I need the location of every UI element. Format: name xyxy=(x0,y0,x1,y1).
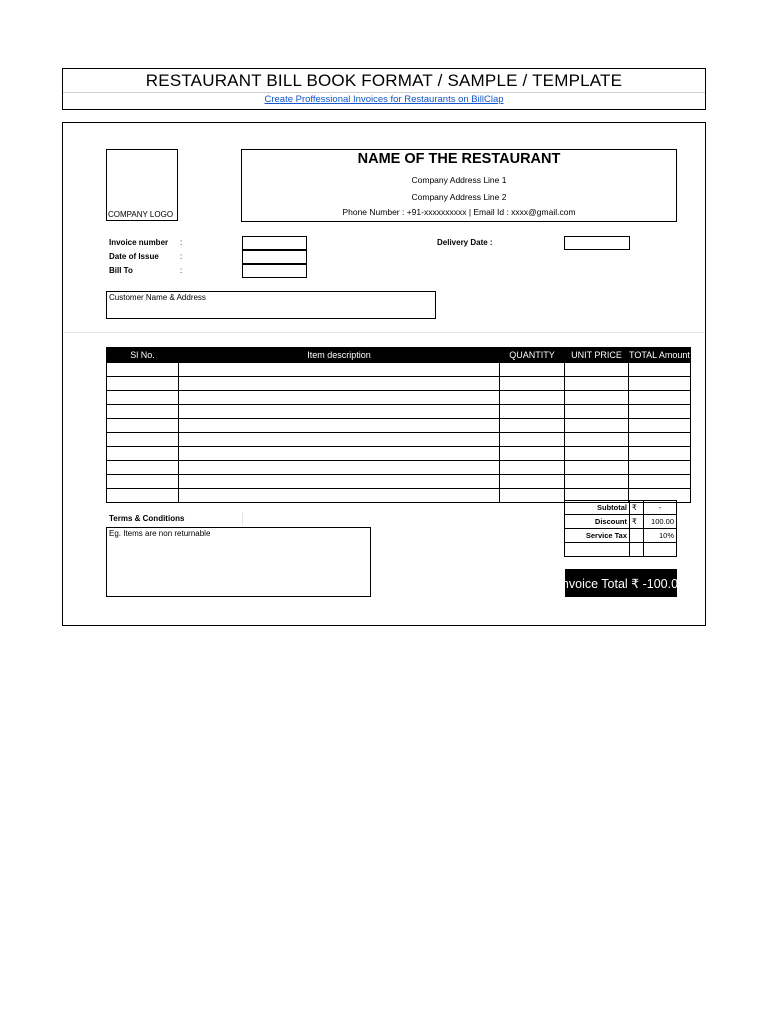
invoice-total-box xyxy=(558,569,685,597)
total-amount-cell[interactable] xyxy=(629,391,691,405)
table-row xyxy=(107,447,691,461)
unit-price-cell[interactable] xyxy=(565,377,629,391)
delivery-date-label: Delivery Date : xyxy=(437,238,493,247)
item-description-cell[interactable] xyxy=(179,363,500,377)
col-total-amount: TOTAL Amount xyxy=(629,348,691,363)
date-of-issue-label: Date of Issue xyxy=(109,252,159,261)
header-divider xyxy=(63,92,705,93)
blank-cell xyxy=(565,543,630,557)
subtotal-label: Subtotal xyxy=(565,501,630,515)
quantity-cell[interactable] xyxy=(500,489,565,503)
unit-price-cell[interactable] xyxy=(565,433,629,447)
customer-label: Customer Name & Address xyxy=(109,293,206,302)
subtotal-value: - xyxy=(644,501,677,515)
colon: : xyxy=(180,238,183,247)
invoice-total-value: Invoice Total ₹ -100.00 xyxy=(558,577,685,591)
customer-address-field[interactable] xyxy=(106,291,436,319)
terms-text: Eg. Items are non returnable xyxy=(109,529,211,538)
colon: : xyxy=(180,252,183,261)
unit-price-cell[interactable] xyxy=(565,419,629,433)
service-tax-label: Service Tax xyxy=(565,529,630,543)
sl-no-cell[interactable] xyxy=(107,489,179,503)
company-logo-label: COMPANY LOGO xyxy=(108,210,174,219)
quantity-cell[interactable] xyxy=(500,363,565,377)
rupee-symbol: ₹ xyxy=(630,501,644,515)
unit-price-cell[interactable] xyxy=(565,475,629,489)
unit-price-cell[interactable] xyxy=(565,363,629,377)
table-row xyxy=(107,391,691,405)
table-row xyxy=(107,475,691,489)
blank-cell xyxy=(630,543,644,557)
address-line-2: Company Address Line 2 xyxy=(411,192,507,202)
restaurant-info-box xyxy=(241,149,677,222)
item-description-cell[interactable] xyxy=(179,433,500,447)
date-of-issue-field[interactable] xyxy=(242,250,307,264)
invoice-number-field[interactable] xyxy=(242,236,307,250)
page-title: RESTAURANT BILL BOOK FORMAT / SAMPLE / TEMPLATE xyxy=(145,71,623,90)
item-description-cell[interactable] xyxy=(179,475,500,489)
quantity-cell[interactable] xyxy=(500,433,565,447)
terms-label: Terms & Conditions xyxy=(109,514,185,523)
quantity-cell[interactable] xyxy=(500,377,565,391)
col-sl-no: Sl No. xyxy=(107,348,179,363)
total-amount-cell[interactable] xyxy=(629,475,691,489)
rupee-symbol: ₹ xyxy=(630,515,644,529)
item-description-cell[interactable] xyxy=(179,419,500,433)
subtotal-row xyxy=(565,501,677,515)
discount-value[interactable]: 100.00 xyxy=(644,515,677,529)
col-unit-price: UNIT PRICE xyxy=(565,348,629,363)
table-row xyxy=(107,363,691,377)
col-item-description: Item description xyxy=(179,348,500,363)
table-row xyxy=(107,377,691,391)
sl-no-cell[interactable] xyxy=(107,419,179,433)
blank-cell xyxy=(644,543,677,557)
item-description-cell[interactable] xyxy=(179,377,500,391)
table-row xyxy=(107,433,691,447)
item-description-cell[interactable] xyxy=(179,405,500,419)
service-tax-symbol xyxy=(630,529,644,543)
total-amount-cell[interactable] xyxy=(629,461,691,475)
quantity-cell[interactable] xyxy=(500,405,565,419)
unit-price-cell[interactable] xyxy=(565,391,629,405)
items-table xyxy=(106,347,691,503)
discount-row xyxy=(565,515,677,529)
sl-no-cell[interactable] xyxy=(107,447,179,461)
items-header-row xyxy=(107,348,691,363)
sl-no-cell[interactable] xyxy=(107,405,179,419)
delivery-date-field[interactable] xyxy=(564,236,630,250)
service-tax-row xyxy=(565,529,677,543)
sl-no-cell[interactable] xyxy=(107,461,179,475)
contact-line: Phone Number : +91-xxxxxxxxxx | Email Id : xxxx@gmail.com xyxy=(342,207,576,217)
table-row xyxy=(107,461,691,475)
quantity-cell[interactable] xyxy=(500,447,565,461)
cell-divider xyxy=(242,512,243,526)
item-description-cell[interactable] xyxy=(179,489,500,503)
totals-table xyxy=(564,500,677,557)
section-divider xyxy=(64,332,704,333)
unit-price-cell[interactable] xyxy=(565,447,629,461)
table-row xyxy=(107,405,691,419)
quantity-cell[interactable] xyxy=(500,391,565,405)
col-quantity: QUANTITY xyxy=(500,348,565,363)
service-tax-value[interactable]: 10% xyxy=(644,529,677,543)
invoice-number-label: Invoice number xyxy=(109,238,169,247)
total-amount-cell[interactable] xyxy=(629,433,691,447)
item-description-cell[interactable] xyxy=(179,461,500,475)
sl-no-cell[interactable] xyxy=(107,377,179,391)
quantity-cell[interactable] xyxy=(500,419,565,433)
item-description-cell[interactable] xyxy=(179,391,500,405)
quantity-cell[interactable] xyxy=(500,461,565,475)
unit-price-cell[interactable] xyxy=(565,405,629,419)
discount-label: Discount xyxy=(565,515,630,529)
sl-no-cell[interactable] xyxy=(107,391,179,405)
billclap-link[interactable]: Create Proffessional Invoices for Restaurants on BillClap xyxy=(264,94,504,105)
template-header xyxy=(62,68,706,110)
blank-total-row xyxy=(565,543,677,557)
restaurant-name: NAME OF THE RESTAURANT xyxy=(357,151,561,167)
item-description-cell[interactable] xyxy=(179,447,500,461)
colon: : xyxy=(180,266,183,275)
sl-no-cell[interactable] xyxy=(107,363,179,377)
total-amount-cell[interactable] xyxy=(629,447,691,461)
sl-no-cell[interactable] xyxy=(107,433,179,447)
total-amount-cell[interactable] xyxy=(629,377,691,391)
quantity-cell[interactable] xyxy=(500,475,565,489)
total-amount-cell[interactable] xyxy=(629,363,691,377)
unit-price-cell[interactable] xyxy=(565,461,629,475)
total-amount-cell[interactable] xyxy=(629,405,691,419)
address-line-1: Company Address Line 1 xyxy=(411,175,507,185)
company-logo-box xyxy=(106,149,178,221)
terms-field[interactable] xyxy=(106,527,371,597)
sl-no-cell[interactable] xyxy=(107,475,179,489)
total-amount-cell[interactable] xyxy=(629,419,691,433)
table-row xyxy=(107,419,691,433)
bill-to-label: Bill To xyxy=(109,266,133,275)
bill-to-field[interactable] xyxy=(242,264,307,278)
